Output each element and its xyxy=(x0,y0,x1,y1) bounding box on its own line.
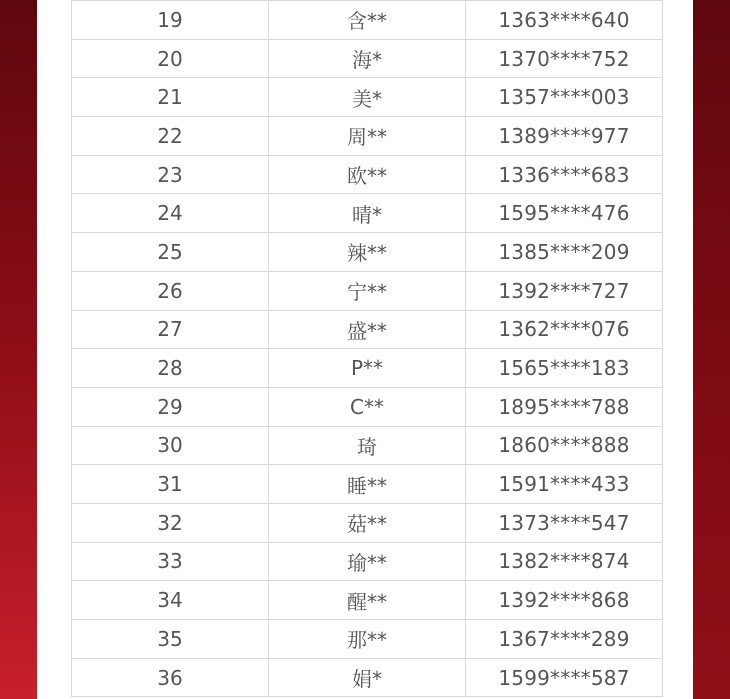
row-index: 35 xyxy=(72,620,269,659)
row-phone: 1382****874 xyxy=(466,542,663,581)
row-phone: 1565****183 xyxy=(466,349,663,388)
row-index: 32 xyxy=(72,503,269,542)
table-row xyxy=(72,581,663,620)
row-name: C** xyxy=(269,387,466,426)
row-phone: 1591****433 xyxy=(466,465,663,504)
row-phone: 1363****640 xyxy=(466,1,663,40)
row-name: 含** xyxy=(269,1,466,40)
row-phone: 1336****683 xyxy=(466,155,663,194)
row-index: 34 xyxy=(72,581,269,620)
winner-list-body xyxy=(72,1,663,697)
row-phone: 1385****209 xyxy=(466,233,663,272)
table-row xyxy=(72,194,663,233)
row-name: 菇** xyxy=(269,503,466,542)
row-index: 28 xyxy=(72,349,269,388)
row-index: 31 xyxy=(72,465,269,504)
row-phone: 1392****727 xyxy=(466,271,663,310)
row-name: 海* xyxy=(269,39,466,78)
row-index: 24 xyxy=(72,194,269,233)
row-phone: 1599****587 xyxy=(466,658,663,697)
row-name: 那** xyxy=(269,620,466,659)
row-index: 30 xyxy=(72,426,269,465)
table-row xyxy=(72,387,663,426)
row-index: 22 xyxy=(72,117,269,156)
row-name: 宁** xyxy=(269,271,466,310)
row-name: 娟* xyxy=(269,658,466,697)
table-row xyxy=(72,1,663,40)
table-row xyxy=(72,620,663,659)
table-row xyxy=(72,503,663,542)
row-phone: 1367****289 xyxy=(466,620,663,659)
row-index: 26 xyxy=(72,271,269,310)
row-index: 19 xyxy=(72,1,269,40)
table-row xyxy=(72,78,663,117)
table-row xyxy=(72,271,663,310)
row-index: 27 xyxy=(72,310,269,349)
row-phone: 1362****076 xyxy=(466,310,663,349)
row-phone: 1860****888 xyxy=(466,426,663,465)
row-phone: 1370****752 xyxy=(466,39,663,78)
table-row xyxy=(72,658,663,697)
table-row xyxy=(72,542,663,581)
row-name: 睡** xyxy=(269,465,466,504)
row-index: 25 xyxy=(72,233,269,272)
row-name: P** xyxy=(269,349,466,388)
row-phone: 1895****788 xyxy=(466,387,663,426)
table-row xyxy=(72,155,663,194)
table-row xyxy=(72,310,663,349)
table-row xyxy=(72,426,663,465)
row-index: 36 xyxy=(72,658,269,697)
winner-list-table xyxy=(71,0,663,697)
row-phone: 1392****868 xyxy=(466,581,663,620)
table-row xyxy=(72,39,663,78)
row-name: 周** xyxy=(269,117,466,156)
row-name: 美* xyxy=(269,78,466,117)
row-phone: 1357****003 xyxy=(466,78,663,117)
row-index: 29 xyxy=(72,387,269,426)
row-phone: 1595****476 xyxy=(466,194,663,233)
row-name: 晴* xyxy=(269,194,466,233)
row-name: 盛** xyxy=(269,310,466,349)
row-name: 欧** xyxy=(269,155,466,194)
table-row xyxy=(72,233,663,272)
row-phone: 1373****547 xyxy=(466,503,663,542)
row-index: 33 xyxy=(72,542,269,581)
left-red-border xyxy=(0,0,37,699)
right-red-border xyxy=(693,0,730,699)
row-index: 23 xyxy=(72,155,269,194)
table-row xyxy=(72,117,663,156)
row-name: 瑜** xyxy=(269,542,466,581)
row-name: 辣** xyxy=(269,233,466,272)
table-row xyxy=(72,349,663,388)
row-name: 琦 xyxy=(269,426,466,465)
table-row xyxy=(72,465,663,504)
row-name: 醒** xyxy=(269,581,466,620)
row-phone: 1389****977 xyxy=(466,117,663,156)
row-index: 20 xyxy=(72,39,269,78)
row-index: 21 xyxy=(72,78,269,117)
